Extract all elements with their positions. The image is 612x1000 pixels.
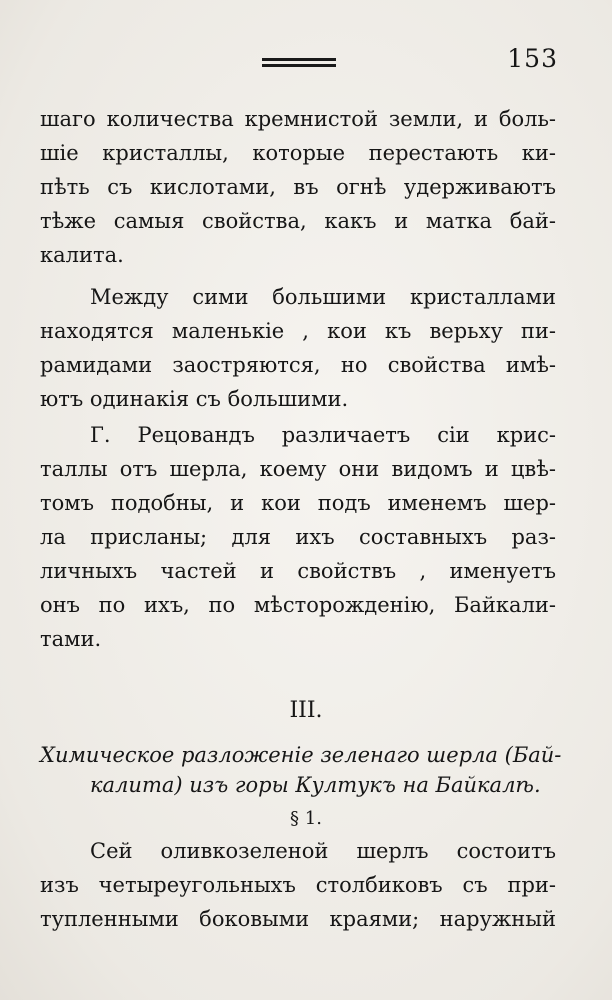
text-line: онъ по ихъ, по мѣсторожденію, Байкали-: [40, 593, 556, 617]
text-line: Г. Рецовандъ различаетъ сіи крис-: [90, 423, 556, 447]
section-number: III.: [289, 698, 323, 723]
text-line: пѣть съ кислотами, въ огнѣ удерживаютъ: [40, 175, 556, 199]
text-line: изъ четыреугольныхъ столбиковъ съ при-: [40, 873, 556, 897]
text-line: ла присланы; для ихъ составныхъ раз-: [40, 525, 556, 549]
text-line: находятся маленькіе , кои къ верьху пи-: [40, 319, 556, 343]
text-line: тупленными боковыми краями; наружный: [40, 907, 556, 931]
page-number: 153: [507, 44, 558, 73]
text-line: Между сими большими кристаллами: [90, 285, 556, 309]
text-line: шаго количества кремнистой земли, и боль-: [40, 107, 556, 131]
text-line: тѣже самыя свойства, какъ и матка бай-: [40, 209, 556, 233]
text-line: ютъ одинакія съ большими.: [40, 387, 349, 411]
text-line: таллы отъ шерла, коему они видомъ и цвѣ-: [40, 457, 556, 481]
subsection-mark: § 1.: [290, 808, 322, 829]
header-rule: [262, 58, 336, 72]
text-line: рамидами заостряются, но свойства имѣ-: [40, 353, 556, 377]
section-title-line: калита) изъ горы Култукъ на Байкалѣ.: [90, 773, 541, 797]
text-line: калита.: [40, 243, 124, 267]
text-line: личныхъ частей и свойствъ , именуетъ: [40, 559, 556, 583]
text-line: Сей оливкозеленой шерлъ состоитъ: [90, 839, 556, 863]
section-title-line: Химическое разложеніе зеленаго шерла (Бай-: [40, 743, 562, 767]
text-line: шіе кристаллы, которые перестають ки-: [40, 141, 556, 165]
text-line: томъ подобны, и кои подъ именемъ шер-: [40, 491, 556, 515]
text-line: тами.: [40, 627, 102, 651]
